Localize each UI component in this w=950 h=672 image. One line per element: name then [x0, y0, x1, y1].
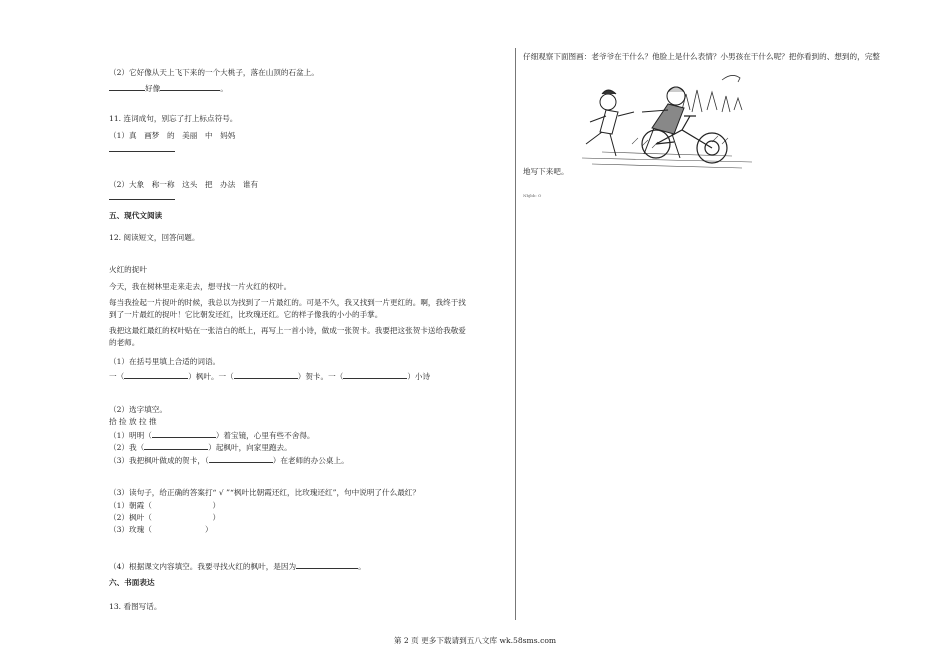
sub1-text-d: ）小诗 — [407, 372, 431, 381]
q11-title: 11. 连词成句，别忘了打上标点符号。 — [109, 114, 238, 123]
sub2-item-3-a: （3）我把枫叶做成的贺卡，（ — [109, 456, 209, 465]
section-6-heading: 六、书面表达 — [109, 578, 155, 587]
passage-para-1: 今天，我在树林里走来走去，想寻找一片火红的权叶。 — [109, 282, 292, 291]
sub2-item-1 — [109, 429, 315, 441]
answer-blank[interactable] — [296, 560, 358, 569]
answer-blank[interactable] — [124, 370, 188, 379]
section-5-heading: 五、现代文阅读 — [109, 211, 163, 220]
writing-prompt-cont: 地写下来吧。 — [523, 167, 569, 176]
passage-para-2a: 每当我捡起一片捉叶的时候，我总以为找到了一片最红的。可是不久，我又找到一片更红的。啊，我终于找 — [109, 298, 466, 307]
q10-fill-text: 好像 — [145, 84, 161, 93]
q11-answer-line-2[interactable] — [109, 199, 175, 200]
q11-answer-line-1[interactable] — [109, 151, 175, 152]
tiny-mark: Nbjbb: O — [523, 193, 542, 198]
sub2-item-3-b: ）在老师的办公桌上。 — [272, 456, 349, 465]
sub3-option-2[interactable]: （2）枫叶（ ） — [109, 513, 221, 522]
sub2-item-2-b: ）起枫叶，向家里跑去。 — [208, 443, 292, 452]
sub1-title: （1）在括号里填上合适的词语。 — [109, 357, 221, 366]
page-footer: 第 2 页 更多下载请到五八文库 wk.58sms.com — [393, 636, 557, 645]
sub2-item-2-a: （2）我（ — [109, 443, 145, 452]
q11-sub2: （2）大象 称一称 这头 把 办法 谁有 — [109, 180, 259, 189]
q10-sub2-answer — [109, 82, 228, 94]
sub4-text: （4）根据课文内容填空。我要寻找火红的枫叶，是因为 — [109, 562, 297, 571]
q10-end: 。 — [220, 84, 228, 93]
answer-blank[interactable] — [160, 82, 220, 91]
q13-title: 13. 看图写话。 — [109, 602, 162, 611]
sub3-option-1[interactable]: （1）朝霞（ ） — [109, 501, 221, 510]
sub2-item-1-b: ）着宝镜，心里有些不舍得。 — [215, 431, 315, 440]
answer-blank[interactable] — [109, 82, 145, 91]
writing-prompt: 仔细观察下面图画：老爷爷在干什么？他脸上是什么表情？小男孩在干什么呢？把你看到的、想到的，完整 — [523, 52, 880, 61]
answer-blank[interactable] — [144, 441, 208, 450]
sub1-text-a: 一（ — [109, 372, 125, 381]
q10-sub2: （2）它好像从天上飞下来的一个大桃子，落在山顶的石盆上。 — [109, 68, 319, 77]
passage-title: 火红的捉叶 — [109, 265, 147, 274]
passage-para-2b: 到了一片最红的捉叶！它比朝发还红，比玫瑰还红。它的样子像我的小小的手掌。 — [109, 310, 383, 319]
sub2-item-2 — [109, 441, 292, 453]
sub2-item-3 — [109, 454, 349, 466]
answer-blank[interactable] — [234, 370, 298, 379]
passage-para-3a: 我把这最红最红的权叶贴在一张洁白的纸上，再写上一首小诗，做成一张贺卡。我要把这张贺卡送给我敬爱 — [109, 326, 466, 335]
answer-blank[interactable] — [343, 370, 407, 379]
column-divider — [515, 48, 516, 620]
sub3-option-3[interactable]: （3）玫瑰（ ） — [109, 525, 213, 534]
passage-para-3b: 的老师。 — [109, 338, 140, 347]
sub2-word-bank: 拾 捡 放 拉 推 — [109, 417, 157, 426]
sub4 — [109, 560, 366, 572]
answer-blank[interactable] — [209, 454, 273, 463]
sub2-item-1-a: （1）明明（ — [109, 431, 152, 440]
q11-sub1: （1）真 画梦 的 美丽 中 妈妈 — [109, 131, 236, 140]
sub1-text-b: ）枫叶。一（ — [188, 372, 234, 381]
q12-title: 12. 阅读短文，回答问题。 — [109, 233, 200, 242]
illustration-boy-grandpa-bicycle — [572, 72, 760, 172]
sub4-end: 。 — [358, 562, 366, 571]
sub1-blanks — [109, 370, 430, 382]
sub3-title: （3）读句子，给正确的答案打“ √ ”“枫叶比朝霞还红，比玫瑰还红”，句中说明了什么最红？ — [109, 488, 420, 497]
sub1-text-c: ）贺卡。一（ — [297, 372, 344, 381]
answer-blank[interactable] — [152, 429, 216, 438]
sub2-title: （2）选字填空。 — [109, 405, 167, 414]
